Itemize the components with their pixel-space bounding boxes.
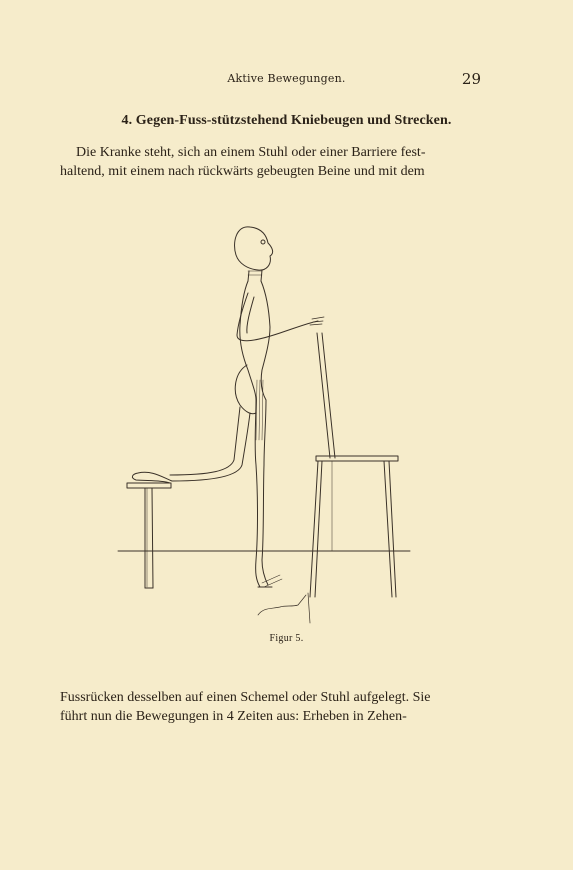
figure-illustration: [110, 215, 420, 635]
exercise-illustration: [110, 215, 420, 635]
running-head: [0, 70, 573, 90]
paragraph-1-line-1: Die Kranke steht, sich an einem Stuhl oder einer Barriere fest-: [76, 145, 426, 160]
paragraph-2-line-1: Fussrücken desselben auf einen Schemel oder Stuhl aufgelegt. Sie: [60, 690, 431, 705]
paragraph-1: [60, 143, 476, 181]
running-title: Aktive Bewegungen.: [227, 72, 346, 85]
paragraph-2: [60, 688, 476, 726]
paragraph-1-line-2: haltend, mit einem nach rückwärts gebeugten Beine und mit dem: [60, 164, 425, 179]
figure-caption: Figur 5.: [269, 633, 304, 644]
page-number: 29: [461, 70, 481, 88]
stool-drawing: [127, 483, 171, 588]
paragraph-2-line-2: führt nun die Bewegungen in 4 Zeiten aus: Erheben in Zehen-: [60, 709, 407, 724]
woman-figure: [132, 227, 324, 623]
section-heading: 4. Gegen-Fuss-stützstehend Kniebeugen und Strecken.: [121, 113, 452, 128]
chair-drawing: [310, 333, 398, 597]
